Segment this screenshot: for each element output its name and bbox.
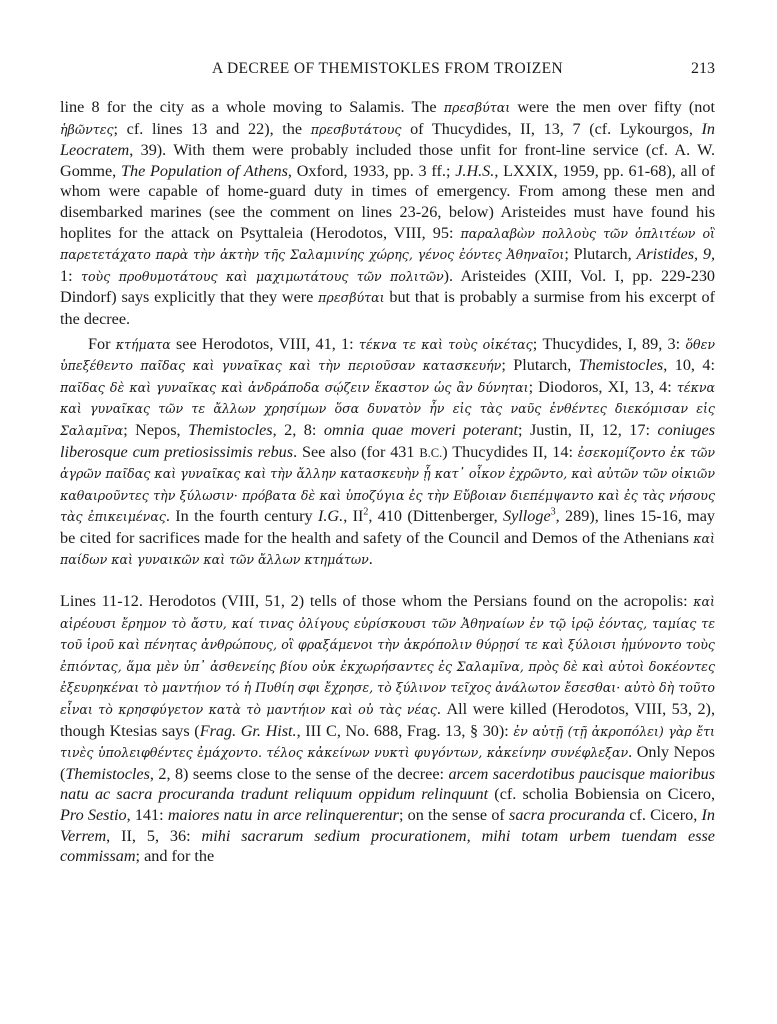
text-span: ) Thucydides II, 14:: [442, 442, 578, 461]
text-span: were the men over fifty (not: [510, 98, 715, 116]
text-span: (cf. scholia Bobiensia on Cicero,: [488, 785, 715, 804]
text-span: ; cf. lines 13 and 22), the: [113, 119, 311, 138]
text-span: , 39). With them were probably included those unfit for front-line service (cf. A. W. Gomme,: [60, 141, 715, 180]
text-span: , 410 (Dittenberger,: [368, 507, 503, 526]
greek-text: πρεσβύται: [443, 100, 511, 115]
text-span: but that is probably a surmise from his excerpt of the decree.: [60, 288, 716, 328]
greek-text: ὅθεν ὑπεξέθεντο παῖδας καὶ γυναῖκας καὶ τὴν περιοῦσαν κατασκευήν: [60, 336, 715, 374]
greek-text: κτήματα: [115, 336, 171, 352]
latin-quote: maiores natu in arce relinquerentur: [167, 806, 399, 824]
text-span: , 141:: [126, 806, 168, 824]
text-span: , 2, 8:: [272, 420, 324, 439]
greek-text: τέκνα τε καὶ τοὺς οἰκέτας: [358, 336, 533, 352]
text-span: line 8 for the city as a whole moving to Salamis. The: [60, 98, 444, 116]
latin-quote: omnia quae moveri poterant: [323, 420, 518, 439]
work-title: Frag. Gr. Hist.: [199, 721, 297, 740]
text-span: ; Nepos,: [123, 420, 189, 439]
text-span: ; on the sense of: [398, 806, 510, 824]
edition-superscript: 2: [363, 506, 369, 518]
latin-quote: mihi sacrarum sedium procurationem, mihi totam urbem tuendam esse commissam: [60, 826, 715, 866]
text-span: , II, 5, 36:: [106, 826, 202, 845]
text-span: For: [88, 334, 116, 353]
latin-quote: sacra procuranda: [509, 806, 626, 824]
text-span: see Herodotos, VIII, 41, 1:: [170, 334, 359, 353]
greek-text: τοὺς προθυμοτάτους καὶ μαχιμωτάτους τῶν πολιτῶν: [80, 268, 444, 284]
work-title: I.G.: [318, 507, 344, 526]
text-span: , 2, 8) seems close to the sense of the decree:: [149, 764, 449, 783]
paragraph-possessions: [60, 334, 715, 572]
work-title: J.H.S.: [455, 161, 495, 180]
text-span: ; Plutarch,: [501, 356, 579, 375]
text-span: ; Thucydides, I, 89, 3:: [532, 334, 686, 353]
greek-text: καὶ παίδων καὶ γυναικῶν καὶ τῶν ἄλλων κτημάτων: [60, 530, 715, 568]
text-span: , II: [343, 507, 364, 526]
text-span: ; Plutarch,: [564, 245, 637, 264]
body-text: [60, 97, 715, 867]
text-span: cf. Cicero,: [625, 806, 702, 824]
page-number: 213: [691, 60, 715, 77]
edition-superscript: 3: [550, 506, 556, 518]
text-span: .: [368, 550, 373, 569]
text-span: . Only Nepos (: [60, 743, 715, 783]
era-abbreviation: B.C.: [419, 445, 443, 460]
greek-text: ἡβῶντες: [60, 121, 114, 137]
greek-text: καὶ αἱρέουσι ἔρημον τὸ ἄστυ, καί τινας ὀλίγους εὑρίσκουσι τῶν Ἀθηναίων ἐν τῷ ἱρῷ ἐόντας, ταμίας τε τοῦ ἱροῦ καὶ πένητας ἀνθρώπους, οἳ φραξάμενοι τὴν ἀκρόπολιν θύρῃσί τε καὶ ξύλοισι ἠμύνοντο τοὺς ἐπιόντας, ἅμα μὲν ὑπ᾽ ἀσθενείης βίου οὐκ ἐκχωρήσαντες ἐς Σαλαμῖνα, πρὸς δὲ καὶ αὐτοὶ δοκέοντες ἐξευρηκέναι τὸ μαντήιον τό ἡ Πυθίη σφι ἔχρησε, τὸ ξύλινον τεῖχος ἀνάλωτον ἔσεσθαι· αὐτὸ δὴ τοῦτο εἶναι τὸ κρησφύγετον κατὰ τὸ μαντήιον καὶ οὐ τὰς νέας: [60, 594, 715, 718]
work-title: In Verrem: [60, 806, 715, 845]
work-title: In Leocratem: [60, 119, 716, 160]
latin-quote: arcem sacerdotibus paucisque maioribus natu ac sacra procuranda tradunt reliquum oppidum relinquunt: [60, 764, 715, 804]
text-span: , Oxford, 1933, pp. 3 ff.;: [287, 161, 456, 180]
text-span: Lines 11-12. Herodotos (VIII, 51, 2) tells of those whom the Persians found on the acropolis:: [60, 592, 694, 611]
greek-text: τέκνα καὶ γυναῖκας τῶν τε ἄλλων χρησίμων ὅσα δυνατὸν ἦν εἰς τὰς ναῦς ἐνθέντες διεκόμισαν εἰς Σαλαμῖνα: [60, 379, 715, 438]
work-title: Themistocles: [578, 356, 664, 375]
text-span: , LXXIX, 1959, pp. 61-68), all of whom were capable of home-guard duty in times of emergency. From among these men and disembarked marines (see the comment on lines 23-26, below) Aristeides must have found his hoplites for the attack on Psyttaleia (Herodotos, VIII, 95:: [60, 161, 715, 242]
work-title: Pro Sestio: [60, 806, 127, 824]
text-span: ; and for the: [135, 847, 215, 866]
text-span: . See also (for 431: [293, 442, 420, 461]
work-title: Aristides, 9,: [636, 245, 716, 264]
work-title: Themistocles: [65, 764, 150, 783]
greek-text: ἐν αὐτῇ (τῇ ἀκροπόλει) γὰρ ἔτι τινὲς ὑπολειφθέντες ἐμάχοντο. τέλος κἀκείνων νυκτὶ φυγόντων, κἀκείνην συνέφλεξαν: [60, 723, 715, 761]
running-title: A DECREE OF THEMISTOKLES FROM TROIZEN: [211, 60, 564, 77]
work-title: Themistocles: [188, 420, 273, 439]
greek-text: πρεσβύται: [318, 290, 385, 306]
text-span: , III C, No. 688, Frag. 13, § 30):: [296, 721, 514, 740]
greek-text: ἐσεκομίζοντο ἐκ τῶν ἀγρῶν παῖδας καὶ γυναῖκας καὶ τὴν ἄλλην κατασκευὴν ᾗ κατ᾽ οἶκον ἐχρῶντο, καὶ αὐτῶν τῶν οἰκιῶν καθαιροῦντες τὴν ξύλωσιν· πρόβατα δὲ καὶ ὑποζύγια ἐς τὴν Εὔβοιαν διεπέμψαντο καὶ ἐς τὰς νήσους τὰς ἐπικειμένας: [60, 444, 715, 525]
text-span: ; Justin, II, 12, 17:: [518, 420, 658, 439]
greek-text: παραλαβὼν πολλοὺς τῶν ὁπλιτέων οἳ παρετετάχατο παρὰ τὴν ἀκτὴν τῆς Σαλαμινίης χώρης, γένος ἐόντες Ἀθηναῖοι: [60, 225, 715, 263]
paragraph-ages: [60, 97, 715, 330]
greek-text: πρεσβυτάτους: [310, 121, 402, 137]
text-span: of Thucydides, II, 13, 7 (cf. Lykourgos,: [401, 119, 702, 138]
work-title: Sylloge: [503, 507, 551, 526]
text-span: ). Aristeides (XIII, Vol. I, pp. 229-230 Dindorf) says explicitly that they were: [60, 266, 716, 307]
text-span: . All were killed (Herodotos, VIII, 53, 2), though Ktesias says (: [60, 700, 715, 740]
text-span: 1:: [60, 266, 81, 285]
latin-quote: coniuges liberosque cum pretiosissimis rebus: [60, 420, 716, 461]
text-span: , 289), lines 15-16, may be cited for sacrifices made for the health and safety of the Council and Demos of the Athenians: [60, 507, 716, 547]
text-span: . In the fourth century: [165, 507, 318, 526]
greek-text: παῖδας δὲ καὶ γυναῖκας καὶ ἀνδράποδα σῴζειν ἕκαστον ὡς ἂν δύνηται: [60, 379, 529, 395]
work-title: The Population of Athens: [120, 161, 288, 180]
page-header: [60, 60, 715, 86]
paragraph-lines-11-12: [60, 591, 715, 867]
text-span: , 10, 4:: [663, 356, 715, 375]
text-span: ; Diodoros, XI, 13, 4:: [528, 377, 677, 396]
